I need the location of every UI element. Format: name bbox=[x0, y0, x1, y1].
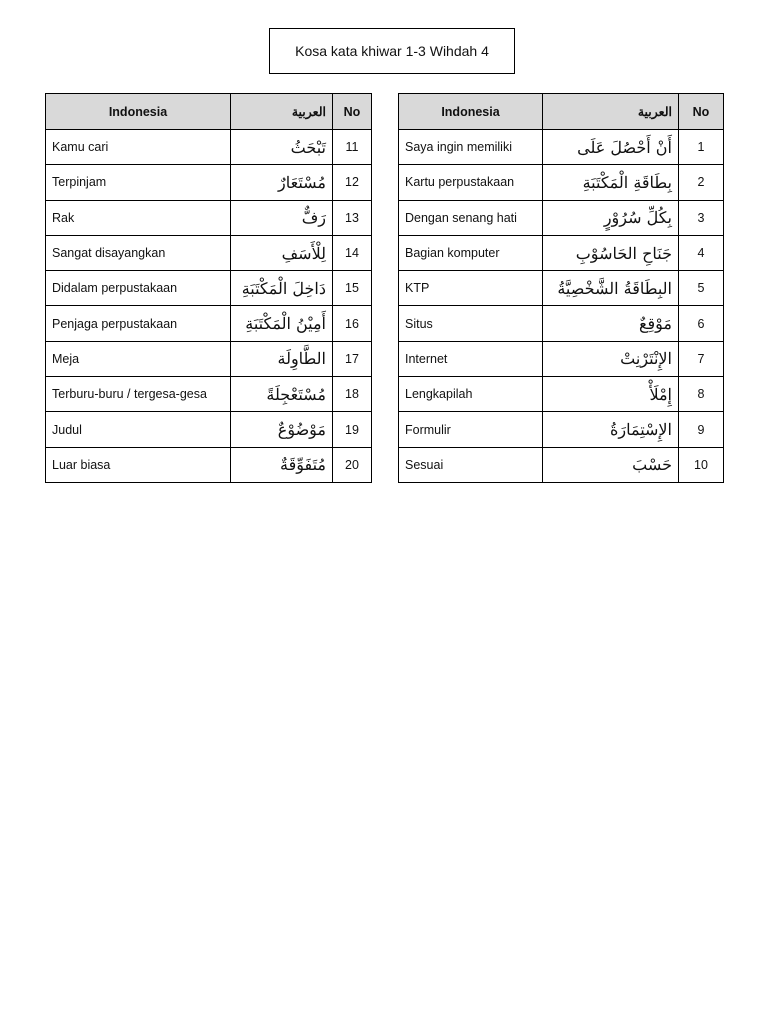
header-no: No bbox=[679, 94, 724, 130]
arabic-word-cell: مُسْتَعْجِلَةً bbox=[231, 377, 333, 412]
number-cell: 3 bbox=[679, 200, 724, 235]
number-cell: 16 bbox=[333, 306, 372, 341]
number-cell: 11 bbox=[333, 130, 372, 165]
indonesian-word-cell: Rak bbox=[46, 200, 231, 235]
arabic-word-cell: البِطَاقَةُ الشَّخْصِيَّةُ bbox=[543, 271, 679, 306]
table-row bbox=[46, 306, 372, 341]
table-row bbox=[46, 412, 372, 447]
indonesian-word-cell: Sangat disayangkan bbox=[46, 235, 231, 270]
indonesian-word-cell: Internet bbox=[399, 341, 543, 376]
indonesian-word-cell: Luar biasa bbox=[46, 447, 231, 482]
table-row bbox=[46, 200, 372, 235]
indonesian-word-cell: Meja bbox=[46, 341, 231, 376]
header-row bbox=[46, 94, 372, 130]
arabic-word-cell: بِكُلِّ سُرُوْرٍ bbox=[543, 200, 679, 235]
indonesian-word-cell: Terpinjam bbox=[46, 165, 231, 200]
indonesian-word-cell: Lengkapilah bbox=[399, 377, 543, 412]
table-row bbox=[46, 271, 372, 306]
vocab-table-left bbox=[45, 93, 372, 483]
number-cell: 12 bbox=[333, 165, 372, 200]
indonesian-word-cell: Penjaga perpustakaan bbox=[46, 306, 231, 341]
document-title-box bbox=[269, 28, 515, 74]
number-cell: 20 bbox=[333, 447, 372, 482]
table-row bbox=[399, 377, 724, 412]
indonesian-word-cell: KTP bbox=[399, 271, 543, 306]
number-cell: 10 bbox=[679, 447, 724, 482]
arabic-word-cell: إِمْلَأْ bbox=[543, 377, 679, 412]
arabic-word-cell: مُسْتَعَارٌ bbox=[231, 165, 333, 200]
table-row bbox=[399, 200, 724, 235]
number-cell: 19 bbox=[333, 412, 372, 447]
arabic-word-cell: مَوْضُوْعٌ bbox=[231, 412, 333, 447]
number-cell: 15 bbox=[333, 271, 372, 306]
number-cell: 1 bbox=[679, 130, 724, 165]
number-cell: 13 bbox=[333, 200, 372, 235]
number-cell: 8 bbox=[679, 377, 724, 412]
number-cell: 14 bbox=[333, 235, 372, 270]
indonesian-word-cell: Bagian komputer bbox=[399, 235, 543, 270]
indonesian-word-cell: Didalam perpustakaan bbox=[46, 271, 231, 306]
arabic-word-cell: أَنْ أَحْصُلَ عَلَى bbox=[543, 130, 679, 165]
vocab-table-right bbox=[398, 93, 724, 483]
table-row bbox=[399, 306, 724, 341]
number-cell: 18 bbox=[333, 377, 372, 412]
header-no: No bbox=[333, 94, 372, 130]
number-cell: 17 bbox=[333, 341, 372, 376]
arabic-word-cell: مُتَفَوِّقَةٌ bbox=[231, 447, 333, 482]
arabic-word-cell: لِلْأَسَفِ bbox=[231, 235, 333, 270]
indonesian-word-cell: Kartu perpustakaan bbox=[399, 165, 543, 200]
indonesian-word-cell: Saya ingin memiliki bbox=[399, 130, 543, 165]
arabic-word-cell: حَسْبَ bbox=[543, 447, 679, 482]
indonesian-word-cell: Sesuai bbox=[399, 447, 543, 482]
arabic-word-cell: الطَّاوِلَة bbox=[231, 341, 333, 376]
table-row bbox=[46, 130, 372, 165]
number-cell: 9 bbox=[679, 412, 724, 447]
table-row bbox=[399, 447, 724, 482]
arabic-word-cell: الإِنْتَرْنِتْ bbox=[543, 341, 679, 376]
arabic-word-cell: أَمِيْنُ الْمَكْتَبَةِ bbox=[231, 306, 333, 341]
indonesian-word-cell: Terburu-buru / tergesa-gesa bbox=[46, 377, 231, 412]
indonesian-word-cell: Kamu cari bbox=[46, 130, 231, 165]
header-indonesia: Indonesia bbox=[46, 94, 231, 130]
table-row bbox=[46, 447, 372, 482]
indonesian-word-cell: Formulir bbox=[399, 412, 543, 447]
table-row bbox=[46, 377, 372, 412]
arabic-word-cell: دَاخِلَ الْمَكْتَبَةِ bbox=[231, 271, 333, 306]
number-cell: 4 bbox=[679, 235, 724, 270]
document-title: Kosa kata khiwar 1-3 Wihdah 4 bbox=[295, 43, 489, 59]
table-row bbox=[399, 271, 724, 306]
header-row bbox=[399, 94, 724, 130]
table-row bbox=[46, 165, 372, 200]
number-cell: 5 bbox=[679, 271, 724, 306]
number-cell: 7 bbox=[679, 341, 724, 376]
arabic-word-cell: مَوْقِعٌ bbox=[543, 306, 679, 341]
header-arabic: العربية bbox=[231, 94, 333, 130]
header-arabic: العربية bbox=[543, 94, 679, 130]
header-indonesia: Indonesia bbox=[399, 94, 543, 130]
table-row bbox=[399, 235, 724, 270]
table-row bbox=[399, 412, 724, 447]
table-row bbox=[46, 235, 372, 270]
number-cell: 6 bbox=[679, 306, 724, 341]
indonesian-word-cell: Situs bbox=[399, 306, 543, 341]
arabic-word-cell: بِطَاقَةِ الْمَكْتَبَةِ bbox=[543, 165, 679, 200]
indonesian-word-cell: Judul bbox=[46, 412, 231, 447]
indonesian-word-cell: Dengan senang hati bbox=[399, 200, 543, 235]
arabic-word-cell: جَنَاحِ الحَاسُوْبِ bbox=[543, 235, 679, 270]
arabic-word-cell: الإِسْتِمَارَةُ bbox=[543, 412, 679, 447]
table-row bbox=[46, 341, 372, 376]
table-row bbox=[399, 165, 724, 200]
arabic-word-cell: تَبْحَثُ bbox=[231, 130, 333, 165]
arabic-word-cell: رَفٌّ bbox=[231, 200, 333, 235]
table-row bbox=[399, 341, 724, 376]
number-cell: 2 bbox=[679, 165, 724, 200]
table-row bbox=[399, 130, 724, 165]
